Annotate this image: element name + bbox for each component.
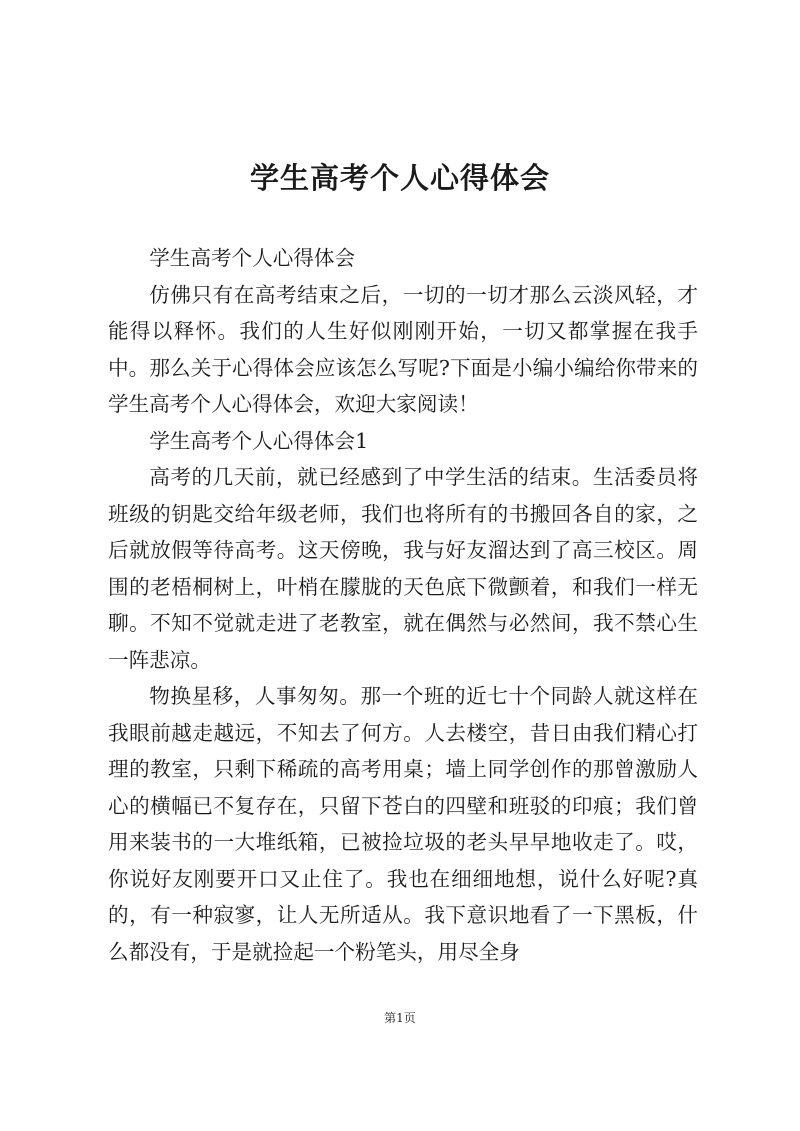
page-number: 第1页 [384, 1011, 416, 1025]
paragraph-section-heading: 学生高考个人心得体会1 [149, 428, 369, 453]
document-title: 学生高考个人心得体会 [249, 161, 550, 195]
document-body [108, 240, 698, 970]
paragraph-intro: 仿佛只有在高考结束之后，一切的一切才那么云淡风轻，才能得以释怀。我们的人生好似刚刚开始，一切又都掌握在我手中。那么关于心得体会应该怎么写呢?下面是小编小编给你带来的学生高考个人心得体会，欢迎大家阅读！ [108, 282, 698, 416]
paragraph-subtitle: 学生高考个人心得体会 [149, 246, 356, 270]
paragraph-body-2: 物换星移，人事匆匆。那一个班的近七十个同龄人就这样在我眼前越走越远，不知去了何方。人去楼空，昔日由我们精心打理的教室，只剩下稀疏的高考用桌；墙上同学创作的那曾激励人心的横幅已不复存在，只留下苍白的四壁和班驳的印痕；我们曾用来装书的一大堆纸箱，已被捡垃圾的老头早早地收走了。哎，你说好友刚要开口又止住了。我也在细细地想，说什么好呢?真的，有一种寂寥，让人无所适从。我下意识地看了一下黑板，什么都没有，于是就捡起一个粉笔头，用尽全身 [108, 684, 698, 964]
paragraph-body-1: 高考的几天前，就已经感到了中学生活的结束。生活委员将班级的钥匙交给年级老师，我们也将所有的书搬回各自的家，之后就放假等待高考。这天傍晚，我与好友溜达到了高三校区。周围的老梧桐树上，叶梢在朦胧的天色底下微颤着，和我们一样无聊。不知不觉就走进了老教室，就在偶然与必然间，我不禁心生一阵悲凉。 [108, 465, 698, 672]
